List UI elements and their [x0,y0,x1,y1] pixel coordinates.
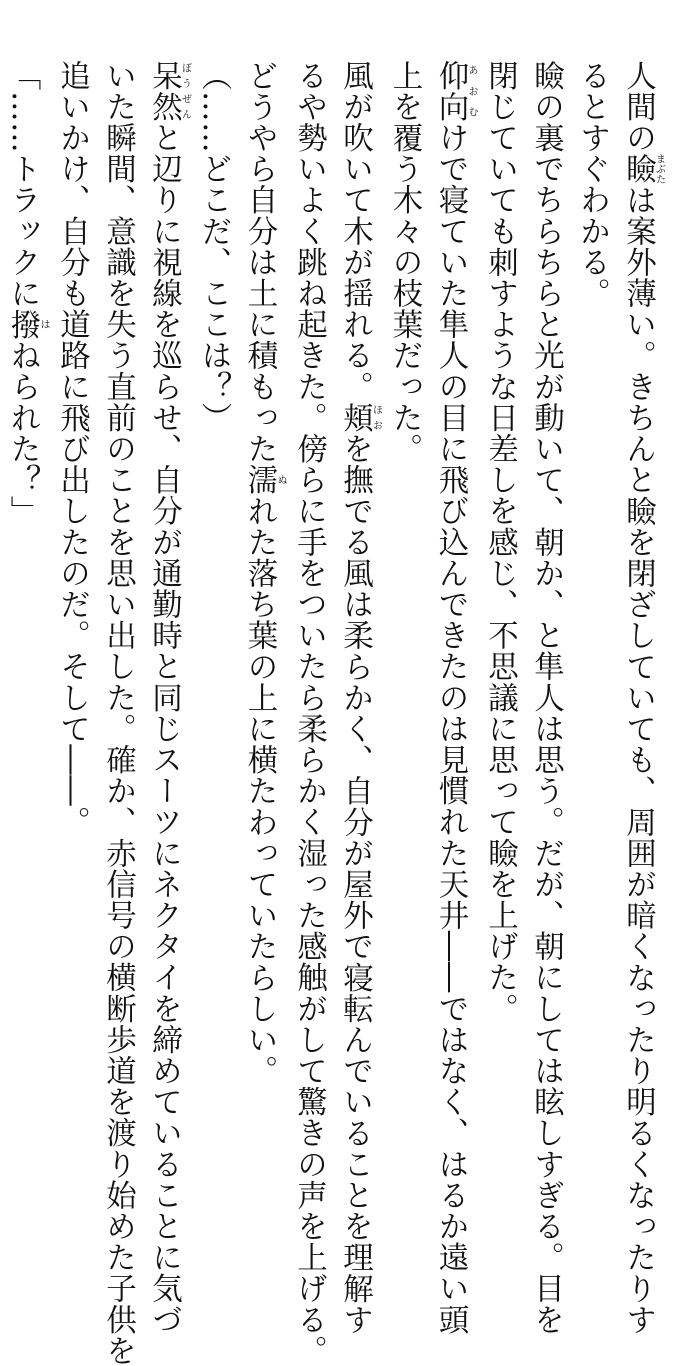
ruby-reading: あおむ [466,60,477,123]
text-segment: れた落ち葉の上に横たわっていたらしい。 [242,495,277,1087]
text-line [477,60,523,1025]
text-segment: （……どこだ、ここは？） [196,60,231,434]
text-line [381,60,427,960]
furigana-word [433,60,477,123]
text-line [286,60,332,1366]
ruby-reading: ほお [370,402,382,434]
furigana-word [337,402,382,434]
text-line [49,60,95,960]
text-segment: るや勢いよく跳ね起きた。傍らに手をついたら柔らかく湿った感触がして驚きの声を上げる。 [291,60,327,1366]
text-segment: 追いかけ、自分も道路に飛び出したのだ。そして――。 [54,60,90,838]
text-segment: ねられた？」 [5,339,40,527]
text-segment: 人間の [620,60,656,154]
text-segment: どうやら自分は土に積もった [242,60,277,465]
text-segment: は案外薄い。きちんと瞼を閉ざしていても、周囲が暗くなったり明るくなったりす [620,184,656,1336]
text-line [332,60,382,1336]
vertical-text-block [0,60,665,1366]
text-line [190,60,236,960]
text-segment: るとすぐわかる。 [574,60,610,309]
ruby-reading: まぶた [653,153,665,185]
furigana-word [146,60,191,123]
ruby-base: 呆然 [146,60,182,123]
text-segment: 瞼の裏でちらちらと光が動いて、朝か、と隼人は思う。だが、朝にしては眩しすぎる。目を [528,60,564,1336]
ruby-reading: ぼうぜん [179,60,191,123]
text-line [615,60,665,1336]
text-line [236,60,286,1087]
ruby-base: 撥 [5,308,40,340]
ruby-base: 瞼 [620,153,656,185]
text-segment: いた瞬間、意識を失う直前のことを思い出した。確か、赤信号の横断歩道を渡り始めた子供を [100,60,136,1366]
text-segment: を撫でる風は柔らかく、自分が屋外で寝転んでいることを理解す [337,433,373,1336]
text-segment: 上を覆う木々の枝葉だった。 [387,60,422,465]
text-line [0,60,49,960]
text-segment: 閉じていても刺すような日差しを感じ、不思議に思って瞼を上げた。 [482,60,518,1025]
furigana-word [620,153,665,185]
text-line [141,60,191,1336]
text-segment: と辺りに視線を巡らせ、自分が通勤時と同じスーツにネクタイを締めていることに気づ [146,122,182,1336]
ruby-base: 頬 [337,402,373,434]
text-line [569,60,615,960]
text-line [523,60,569,1336]
ruby-base: 仰向 [433,60,468,123]
text-line [427,60,477,1336]
furigana-word [242,464,286,496]
text-segment: 風が吹いて木が揺れる。 [337,60,373,403]
text-line [95,60,141,1366]
furigana-word [5,308,49,340]
ruby-base: 濡 [242,464,277,496]
ruby-reading: ぬ [275,464,286,496]
text-segment: けで寝ていた隼人の目に飛び込んできたのは見慣れた天井――ではなく、はるか遠い頭 [433,122,468,1336]
ruby-reading: は [38,308,49,340]
text-segment: 「……トラックに [5,60,40,309]
